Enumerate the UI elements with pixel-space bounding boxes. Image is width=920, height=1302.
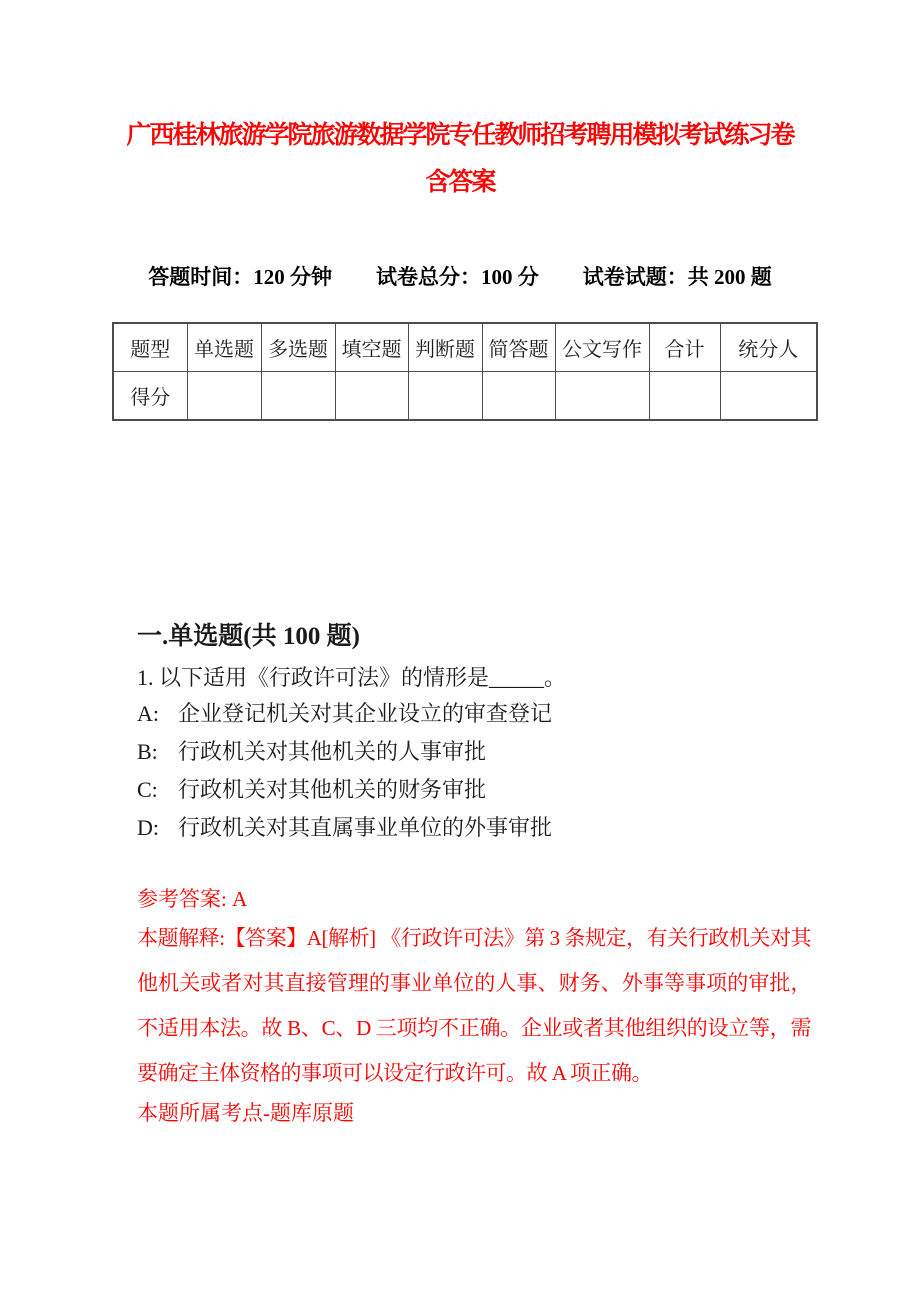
exam-info-bar: [0, 264, 920, 290]
option-c-text: 行政机关对其他机关的财务审批: [178, 777, 487, 802]
score-table-header-row: [113, 323, 817, 371]
question-text: 1. 以下适用《行政许可法》的情形是_____。: [137, 665, 567, 690]
score-table-header-cell: 合计: [649, 323, 720, 371]
score-cell: [335, 371, 408, 420]
score-cell: [720, 371, 817, 420]
option-c-label: C:: [137, 777, 158, 802]
score-table-header-cell: 公文写作: [555, 323, 649, 371]
score-table-header-cell: 题型: [113, 323, 187, 371]
score-cell: [261, 371, 335, 420]
option-d: [137, 814, 817, 842]
reference-answer: 参考答案: A: [137, 887, 248, 911]
option-d-text: 行政机关对其直属事业单位的外事审批: [178, 815, 553, 840]
score-cell: [187, 371, 261, 420]
score-cell: [649, 371, 720, 420]
option-c: [137, 776, 817, 804]
exam-duration: 答题时间：120 分钟: [148, 265, 332, 289]
score-table-header-cell: 简答题: [482, 323, 555, 371]
option-a-text: 企业登记机关对其企业设立的审查登记: [178, 701, 553, 726]
score-cell: [555, 371, 649, 420]
option-b: [137, 738, 817, 766]
score-cell: [408, 371, 482, 420]
options-list: [137, 700, 817, 852]
score-cell: [482, 371, 555, 420]
score-table-header-cell: 填空题: [335, 323, 408, 371]
option-b-text: 行政机关对其他机关的人事审批: [178, 739, 487, 764]
score-row-label-cell: 得分: [113, 371, 187, 420]
score-table-header-cell: 统分人: [720, 323, 817, 371]
exam-total-score: 试卷总分：100 分: [376, 265, 539, 289]
score-table-score-row: [113, 371, 817, 420]
score-table-header-cell: 单选题: [187, 323, 261, 371]
exam-question-count: 试卷试题：共 200 题: [582, 265, 772, 289]
answer-explanation: 本题解释:【答案】A[解析] 《行政许可法》第 3 条规定，有关行政机关对其他机关或者对其直接管理的事业单位的人事、财务、外事等事项的审批，不适用本法。故 B、C、D 三项均不正确。企业或者其他组织的设立等，需要确定主体资格的事项可以设定行政许可。故 A 项正确。: [137, 926, 811, 1085]
score-table: [112, 322, 818, 421]
knowledge-point: 本题所属考点-题库原题: [137, 1101, 354, 1125]
document-title: [0, 112, 920, 206]
title-line-2: 含答案: [425, 169, 495, 196]
option-b-label: B:: [137, 739, 158, 764]
section-heading: 一.单选题(共 100 题): [137, 623, 360, 650]
score-table-header-cell: 判断题: [408, 323, 482, 371]
score-table-header-cell: 多选题: [261, 323, 335, 371]
option-d-label: D:: [137, 815, 159, 840]
title-line-1: 广西桂林旅游学院旅游数据学院专任教师招考聘用模拟考试练习卷: [126, 122, 794, 149]
option-a: [137, 700, 817, 728]
option-a-label: A:: [137, 701, 159, 726]
